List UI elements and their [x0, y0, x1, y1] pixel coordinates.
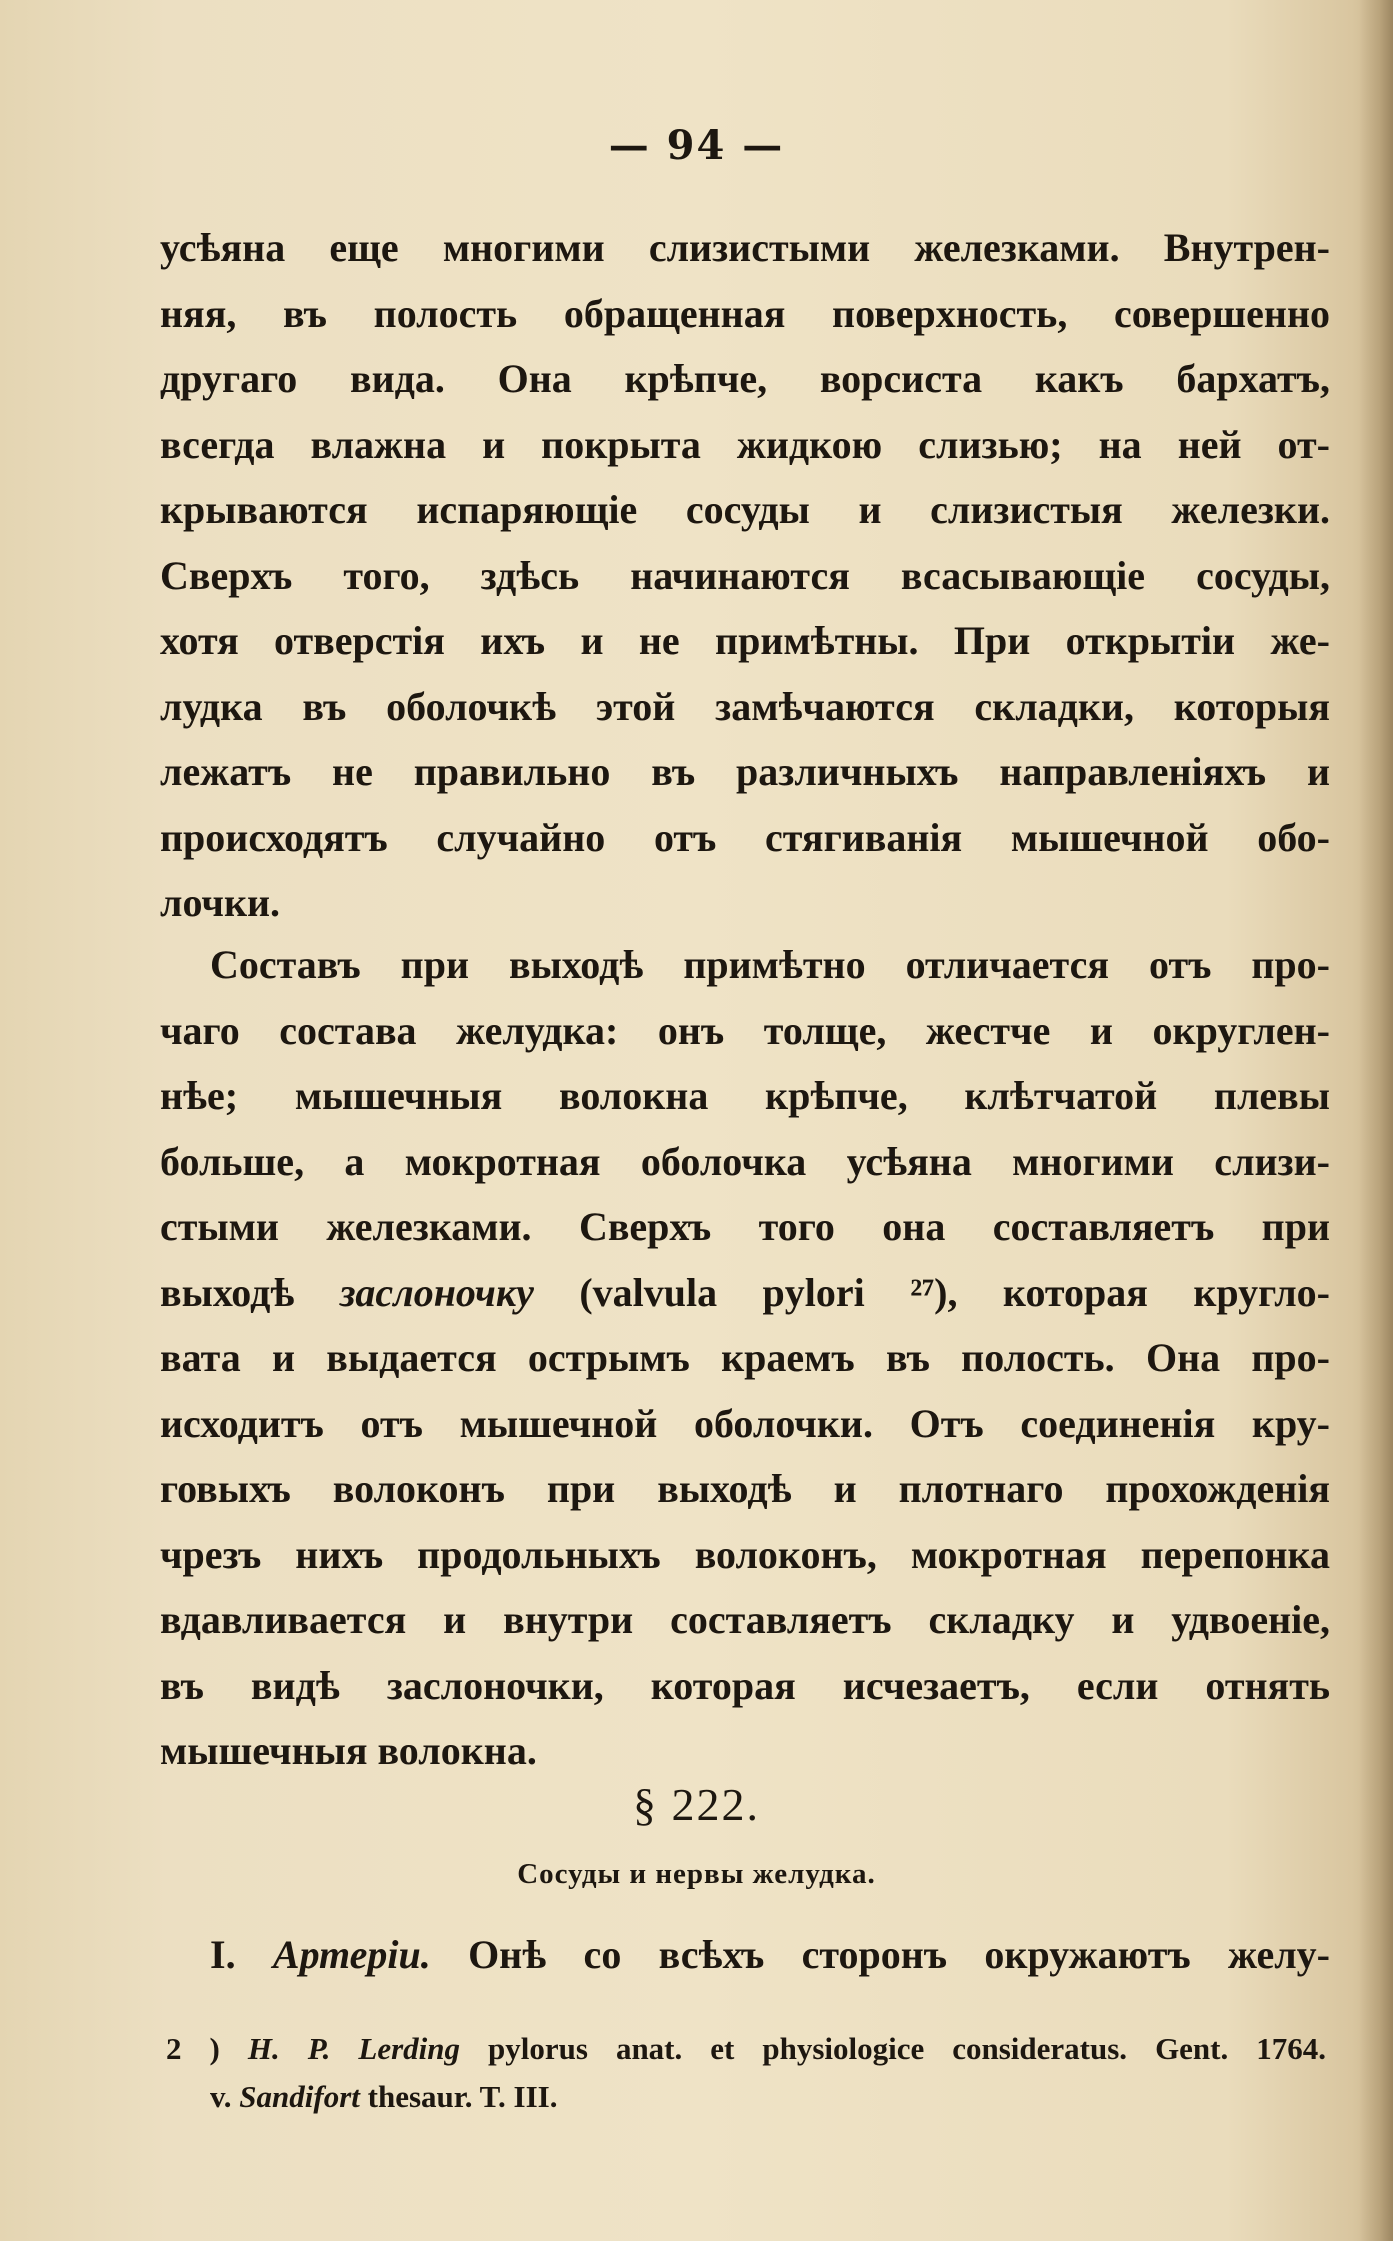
page-edge-shadow	[1359, 0, 1393, 2241]
paragraph-2	[160, 932, 1330, 1784]
footnote-line	[166, 2025, 1326, 2073]
footnote	[166, 2025, 1326, 2121]
text-run: pylorus anat. et physiologice consideratus. Gent. 1764.	[460, 2031, 1327, 2066]
footnote-line	[166, 2073, 1326, 2121]
page-number: — 94 —	[608, 122, 785, 169]
text-line: нѣе; мышечныя волокна крѣпче, клѣтчатой плевы	[160, 1073, 1330, 1118]
text-line: чаго состава желудка: онъ толще, жестче и округлен-	[160, 1007, 1330, 1053]
text-line: въ видѣ заслоночки, которая исчезаетъ, если отнять	[160, 1662, 1330, 1708]
text-line: больше, а мокротная оболочка усѣяна многими слизи-	[160, 1138, 1330, 1184]
latin-term-italic: заслоночку	[339, 1269, 534, 1315]
text-line: крываются испаряющіе сосуды и слизистыя железки.	[160, 487, 1330, 532]
text-line: лочки.	[160, 880, 281, 925]
text-line: усѣяна еще многими слизистыми железками. Внутрен-	[160, 225, 1330, 270]
text-run: (valvula pylori ²⁷), которая кругло-	[533, 1269, 1331, 1315]
footnote-marker: 2 )	[166, 2031, 248, 2066]
text-line: вдавливается и внутри составляетъ складку и удвоеніе,	[160, 1597, 1330, 1642]
text-line: исходитъ отъ мышечной оболочки. Отъ соединенія кру-	[160, 1400, 1330, 1446]
text-run: v.	[210, 2079, 240, 2114]
text-run: Онѣ со всѣхъ сторонъ окружаютъ желу-	[430, 1932, 1330, 1977]
list-numeral: I.	[210, 1932, 273, 1977]
text-line: мышечныя волокна.	[160, 1728, 537, 1773]
text-line: вата и выдается острымъ краемъ въ полость. Она про-	[160, 1335, 1330, 1380]
text-line: хотя отверстія ихъ и не примѣтны. При открытіи же-	[160, 618, 1330, 663]
paragraph-1	[160, 215, 1330, 936]
text-line: всегда влажна и покрыта жидкою слизью; на ней от-	[160, 421, 1330, 467]
author-name-italic: Sandifort	[239, 2079, 360, 2114]
text-line-with-heading	[160, 1922, 1330, 1988]
subheading-italic: Артеріи.	[272, 1932, 431, 1977]
section-number: § 222.	[633, 1779, 760, 1830]
text-line: говыхъ волоконъ при выходѣ и плотнаго прохожденія	[160, 1466, 1330, 1511]
text-line: Составъ при выходѣ примѣтно отличается отъ про-	[210, 942, 1330, 987]
text-line-with-term	[160, 1260, 1330, 1326]
text-line: происходятъ случайно отъ стягиванія мышечной обо-	[160, 814, 1330, 860]
paragraph-3	[160, 1922, 1330, 1988]
author-name-italic: H. P. Lerding	[247, 2031, 461, 2066]
text-line: стыми железками. Сверхъ того она составляетъ при	[160, 1204, 1330, 1249]
text-line: другаго вида. Она крѣпче, ворсиста какъ бархатъ,	[160, 356, 1330, 401]
text-line: няя, въ полость обращенная поверхность, совершенно	[160, 290, 1330, 336]
section-title: Сосуды и нервы желудка.	[517, 1858, 876, 1890]
text-line: лудка въ оболочкѣ этой замѣчаются складки, которыя	[160, 683, 1330, 729]
text-run: thesaur. T. III.	[359, 2079, 558, 2114]
text-line: Сверхъ того, здѣсь начинаются всасывающіе сосуды,	[160, 552, 1330, 598]
text-run: выходѣ	[160, 1269, 340, 1315]
text-line: лежатъ не правильно въ различныхъ направленіяхъ и	[160, 749, 1330, 794]
text-line: чрезъ нихъ продольныхъ волоконъ, мокротная перепонка	[160, 1531, 1330, 1577]
